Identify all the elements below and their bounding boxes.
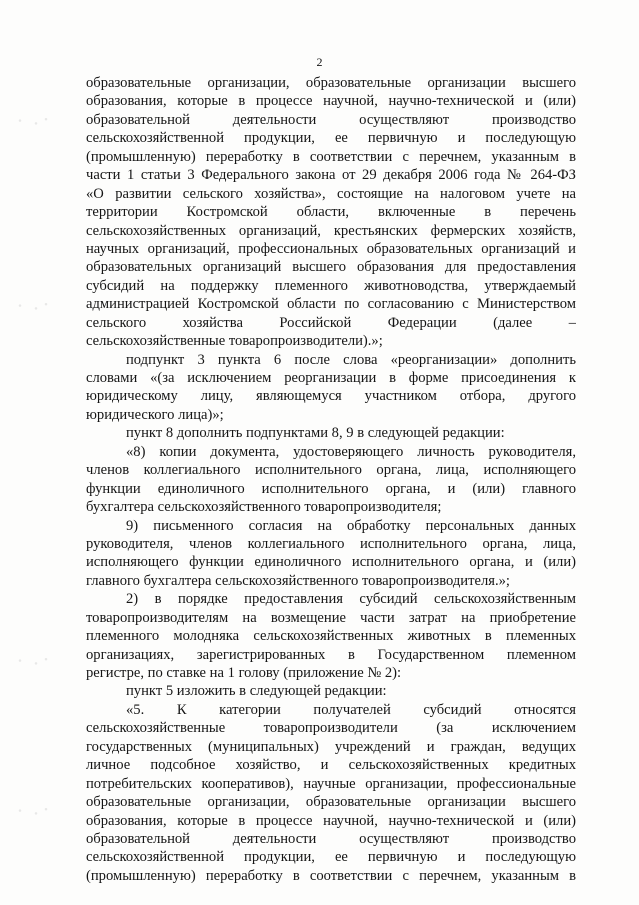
text-line: образовательной деятельности осуществляют производство <box>86 830 576 847</box>
text-line: (промышленную) переработку в соответствии с перечнем, указанным в <box>86 148 576 165</box>
text-line: сельскохозяйственные товаропроизводители).»; <box>86 333 383 350</box>
text-line: субсидий на поддержку племенного животноводства, утверждаемый <box>86 277 576 294</box>
text-line: пункт 8 дополнить подпунктами 8, 9 в следующей редакции: <box>126 425 505 442</box>
text-line: «8) копии документа, удостоверяющего личность руководителя, <box>126 443 576 460</box>
text-line: сельскохозяйственной продукции, ее первичную и последующую <box>86 130 576 147</box>
text-line: научных организаций, профессиональных образовательных организаций и <box>86 240 576 257</box>
text-line: образования, которые в процессе научной, научно-технической и (или) <box>86 812 576 829</box>
text-line: образовательных организаций высшего образования для предоставления <box>86 259 576 276</box>
scan-artifact <box>12 805 52 819</box>
text-line: функции единоличного исполнительного органа, и (или) главного <box>86 480 576 497</box>
text-line: части 1 статьи 3 Федерального закона от 29 декабря 2006 года № 264-ФЗ <box>86 167 576 184</box>
text-line: юридическому лицу, являющемуся участником отбора, другого <box>86 388 576 405</box>
text-line: пункт 5 изложить в следующей редакции: <box>126 683 387 700</box>
text-line: юридического лица)»; <box>86 406 224 423</box>
text-line: 2) в порядке предоставления субсидий сельскохозяйственным <box>126 591 576 608</box>
text-line: главного бухгалтера сельскохозяйственного товаропроизводителя.»; <box>86 572 510 589</box>
text-line: племенного молодняка сельскохозяйственных животных в племенных <box>86 628 576 645</box>
document-body <box>86 74 576 885</box>
text-line: товаропроизводителям на возмещение части затрат на приобретение <box>86 609 576 626</box>
page-number: 2 <box>316 55 323 69</box>
text-line: государственных (муниципальных) учреждений и граждан, ведущих <box>86 738 576 755</box>
text-line: сельскохозяйственной продукции, ее первичную и последующую <box>86 849 576 866</box>
text-line: образовательные организации, образовательные организации высшего <box>86 794 576 811</box>
text-line: организациях, зарегистрированных в Государственном племенном <box>86 646 576 663</box>
text-line: подпункт 3 пункта 6 после слова «реорганизации» дополнить <box>126 351 576 368</box>
text-line: «О развитии сельского хозяйства», состоящие на налоговом учете на <box>86 185 576 202</box>
scan-artifact <box>12 115 52 129</box>
text-line: сельского хозяйства Российской Федерации (далее – <box>86 314 576 331</box>
text-line: администрацией Костромской области по согласованию с Министерством <box>86 296 576 313</box>
text-line: образовательные организации, образовательные организации высшего <box>86 75 576 91</box>
text-line: (промышленную) переработку в соответствии с перечнем, указанным в <box>86 867 576 884</box>
text-line: сельскохозяйственных организаций, крестьянских фермерских хозяйств, <box>86 222 576 239</box>
text-line: руководителя, членов коллегиального исполнительного органа, лица, <box>86 535 576 552</box>
text-line: членов коллегиального исполнительного органа, лица, исполняющего <box>86 462 576 479</box>
text-line: 9) письменного согласия на обработку персональных данных <box>126 517 576 534</box>
text-line: образовательной деятельности осуществляют производство <box>86 111 576 128</box>
text-line: исполняющего функции единоличного исполнительного органа, и (или) <box>86 554 576 571</box>
text-line: регистре, по ставке на 1 голову (приложение № 2): <box>86 665 402 681</box>
text-line: территории Костромской области, включенные в перечень <box>86 204 576 221</box>
text-line: сельскохозяйственные товаропроизводители (за исключением <box>86 720 576 737</box>
text-line: образования, которые в процессе научной, научно-технической и (или) <box>86 93 576 110</box>
text-line: бухгалтера сельскохозяйственного товаропроизводителя; <box>86 499 442 516</box>
text-line: потребительских кооперативов), научные организации, профессиональные <box>86 775 576 792</box>
scan-artifact <box>12 300 52 314</box>
scan-artifact <box>12 655 52 669</box>
text-line: «5. К категории получателей субсидий относятся <box>126 701 576 718</box>
text-line: личное подсобное хозяйство, и сельскохозяйственных кредитных <box>86 757 576 774</box>
text-line: словами «(за исключением реорганизации в форме присоединения к <box>86 370 576 386</box>
